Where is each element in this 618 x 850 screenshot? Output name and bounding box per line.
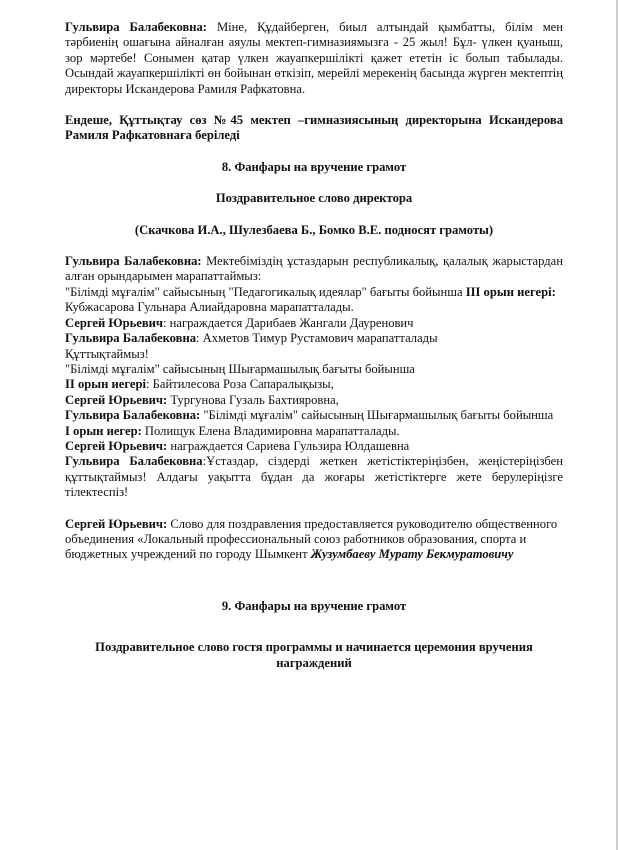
speaker-name: Гульвира Балабековна:: [65, 408, 201, 423]
paragraph-speaker-note: [65, 517, 563, 563]
speaker-name: Гульвира Балабековна: [65, 454, 203, 469]
awards-text: Тургунова Гузаль Бахтияровна,: [167, 392, 339, 407]
section-heading-8: 8. Фанфары на вручение грамот: [221, 159, 407, 174]
speaker-name: Сергей Юрьевич: [65, 315, 163, 330]
awards-text: : награждается Дарибаев Жангали Дауренович: [162, 315, 414, 330]
honoree-name: Жузумбаеву Мурату Бекмуратовичу: [310, 547, 514, 562]
awards-line: "Білімді мұғалім" сайысының Шығармашылық бағыты бойынша: [65, 361, 415, 376]
section-note-8: (Скачкова И.А., Шулезбаева Б., Бомко В.Е. подносят грамоты): [134, 222, 494, 237]
awards-block: [65, 254, 563, 501]
speaker-name: Сергей Юрьевич:: [65, 438, 168, 453]
section-heading-9: 9. Фанфары на вручение грамот: [221, 598, 407, 613]
awards-line: [65, 439, 563, 454]
awards-line: [65, 393, 563, 408]
awards-line: [65, 424, 563, 439]
awards-line: [65, 377, 563, 392]
document-content: [65, 20, 563, 671]
paragraph-text: Слово для поздравления предоставляется руководителю общественного объединения «Локальный профессиональный союз работников образования, спорта и бюджетных учреждений по городу Шымкент: [65, 516, 558, 562]
place-label: II орын иегері: [65, 377, 146, 392]
paragraph-text: Міне, Құдайберген, биыл алтындай қымбатты, білім мен тәрбиенің ошағына айналған аяулы мектеп-гимназиямызға - 25 жыл! Бұл- үлкен қуаныш, зор мәртебе! Сонымен қатар үлкен жауапкершілікті қажет ететін іс болып табылады. Осындай жауапкершілікті өн бойынан өткізіп, мерейлі мерекенің басында жүрген мектептің директоры Искандерова Рамиля Рафкатовна.: [65, 20, 564, 96]
speaker-name: Сергей Юрьевич:: [65, 516, 168, 531]
awards-text: : Ахметов Тимур Рустамович марапатталады: [196, 331, 438, 346]
awards-line: [65, 285, 563, 300]
speaker-name: Гульвира Балабековна:: [65, 20, 207, 34]
awards-text: Мектебіміздің ұстаздарын республикалық, қалалық жарыстардан алған орындарымен марапаттаймыз:: [65, 254, 563, 284]
awards-text: "Білімді мұғалім" сайысының Шығармашылық бағыты бойынша: [200, 408, 554, 423]
awards-text: Полищук Елена Владимировна марапатталады.: [141, 423, 400, 438]
place-label: III орын иегері:: [465, 284, 556, 299]
paragraph-intro: [65, 20, 563, 97]
speaker-name: Гульвира Балабековна:: [65, 254, 202, 269]
awards-text: награждается Сариева Гульзира Юлдашевна: [167, 438, 410, 453]
section-subheading-8: Поздравительное слово директора: [215, 191, 413, 206]
paragraph-congratulation: Ендеше, Құттықтау сөз №45 мектеп –гимназиясының директорына Искандерова Рамиля Рафкатовнаға беріледі: [65, 113, 563, 143]
awards-line: [65, 454, 563, 500]
awards-text: : Байтилесова Роза Сапаралықызы,: [145, 377, 334, 392]
awards-line: Құттықтаймыз!: [65, 346, 149, 361]
speaker-name: Сергей Юрьевич:: [65, 392, 168, 407]
awards-line: [65, 331, 563, 346]
awards-line: [65, 408, 563, 423]
place-label: I орын иегер:: [65, 423, 142, 438]
section-subheading-9: Поздравительное слово гостя программы и начинается церемония вручения награждений: [95, 640, 533, 670]
awards-text: :Ұстаздар, сіздерді жеткен жетістіктеріңізбен, жеңістеріңізбен құттықтаймыз! Алдағы уақытта бұдан да жоғары жетістіктерге жете берулеріңізге тілектеспіз!: [65, 454, 564, 500]
awards-line: [65, 254, 563, 285]
speaker-name: Гульвира Балабековна: [65, 331, 196, 346]
awards-line: Кубжасарова Гульнара Алиайдаровна марапатталады.: [65, 300, 354, 315]
awards-line: [65, 316, 563, 331]
awards-text: "Білімді мұғалім" сайысының "Педагогикалық идеялар" бағыты бойынша: [65, 284, 466, 299]
